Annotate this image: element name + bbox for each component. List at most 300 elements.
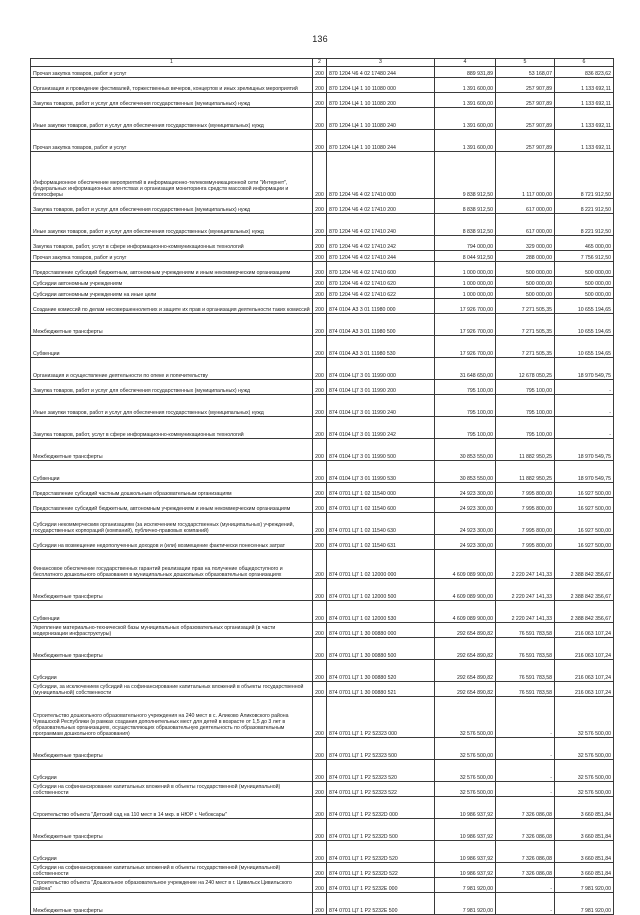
row-name-cell: Межбюджетные трансферты: [31, 819, 313, 841]
row-executed-amount-cell: 288 000,00: [496, 251, 555, 262]
row-name-cell: Прочая закупка товаров, работ и услуг: [31, 251, 313, 262]
row-unexecuted-amount-cell: 7 981 920,00: [555, 878, 614, 893]
row-classification-code-cell: 874 0701 Ц7 1 P2 52323 000: [327, 697, 435, 738]
row-line-code-cell: 200: [313, 199, 327, 214]
row-executed-amount-cell: 257 907,89: [496, 130, 555, 152]
row-executed-amount-cell: 2 220 247 141,33: [496, 579, 555, 601]
column-number: 2: [313, 59, 327, 67]
budget-execution-table: [30, 58, 614, 915]
row-classification-code-cell: 874 0104 А3 3 01 11980 000: [327, 299, 435, 314]
row-line-code-cell: 200: [313, 78, 327, 93]
row-unexecuted-amount-cell: 8 721 912,50: [555, 152, 614, 199]
row-executed-amount-cell: -: [496, 760, 555, 782]
row-unexecuted-amount-cell: 2 388 842 356,67: [555, 550, 614, 579]
row-name-cell: Межбюджетные трансферты: [31, 738, 313, 760]
column-number: 6: [555, 59, 614, 67]
row-line-code-cell: 200: [313, 579, 327, 601]
table-row: [31, 841, 614, 863]
row-name-cell: Строительство объекта "Дошкольное образовательное учреждение на 240 мест в г. Цивильск Цивильского района": [31, 878, 313, 893]
row-line-code-cell: 200: [313, 797, 327, 819]
row-unexecuted-amount-cell: 2 388 842 356,67: [555, 579, 614, 601]
row-approved-amount-cell: 7 981 920,00: [435, 893, 496, 915]
row-executed-amount-cell: 500 000,00: [496, 288, 555, 299]
row-classification-code-cell: 870 1204 Ч6 4 02 17410 620: [327, 277, 435, 288]
table-row: [31, 78, 614, 93]
row-line-code-cell: 200: [313, 893, 327, 915]
row-unexecuted-amount-cell: 836 823,62: [555, 67, 614, 78]
row-classification-code-cell: 874 0701 Ц7 1 02 11540 631: [327, 535, 435, 550]
row-name-cell: Информационное обеспечение мероприятий в информационно-телекоммуникационной сети "Интернет", федеральных информационных агентствах и организация мониторинга средств массовой информации и блогосферы: [31, 152, 313, 199]
row-line-code-cell: 200: [313, 67, 327, 78]
row-classification-code-cell: 870 1204 Ц4 1 10 11080 244: [327, 130, 435, 152]
row-unexecuted-amount-cell: 10 655 194,65: [555, 336, 614, 358]
row-line-code-cell: 200: [313, 682, 327, 697]
row-executed-amount-cell: 7 326 086,08: [496, 797, 555, 819]
row-executed-amount-cell: 329 000,00: [496, 236, 555, 251]
row-line-code-cell: 200: [313, 498, 327, 513]
row-unexecuted-amount-cell: 32 576 500,00: [555, 738, 614, 760]
row-approved-amount-cell: 795 100,00: [435, 380, 496, 395]
row-executed-amount-cell: 76 591 783,58: [496, 660, 555, 682]
row-classification-code-cell: 874 0701 Ц7 1 30 00880 520: [327, 660, 435, 682]
row-line-code-cell: 200: [313, 697, 327, 738]
row-executed-amount-cell: 2 220 247 141,33: [496, 550, 555, 579]
row-line-code-cell: 200: [313, 288, 327, 299]
row-line-code-cell: 200: [313, 461, 327, 483]
row-classification-code-cell: 874 0701 Ц7 1 30 00880 521: [327, 682, 435, 697]
row-executed-amount-cell: -: [496, 697, 555, 738]
row-executed-amount-cell: 7 995 800,00: [496, 535, 555, 550]
row-approved-amount-cell: 32 576 500,00: [435, 697, 496, 738]
row-executed-amount-cell: -: [496, 782, 555, 797]
row-classification-code-cell: 874 0104 Ц7 3 01 11990 530: [327, 461, 435, 483]
table-row: [31, 819, 614, 841]
column-number-row: [31, 59, 614, 67]
row-unexecuted-amount-cell: 1 133 692,11: [555, 108, 614, 130]
row-unexecuted-amount-cell: 216 063 107,24: [555, 623, 614, 638]
table-row: [31, 738, 614, 760]
row-approved-amount-cell: 30 853 550,00: [435, 439, 496, 461]
row-unexecuted-amount-cell: 1 133 692,11: [555, 78, 614, 93]
table-row: [31, 863, 614, 878]
row-executed-amount-cell: -: [496, 878, 555, 893]
table-row: [31, 513, 614, 535]
row-approved-amount-cell: 30 853 550,00: [435, 461, 496, 483]
table-row: [31, 299, 614, 314]
column-number: 3: [327, 59, 435, 67]
row-line-code-cell: 200: [313, 638, 327, 660]
row-approved-amount-cell: 1 000 000,00: [435, 288, 496, 299]
row-line-code-cell: 200: [313, 236, 327, 251]
row-line-code-cell: 200: [313, 483, 327, 498]
row-line-code-cell: 200: [313, 601, 327, 623]
row-approved-amount-cell: 24 923 300,00: [435, 483, 496, 498]
row-line-code-cell: 200: [313, 819, 327, 841]
row-classification-code-cell: 874 0701 Ц7 1 P2 5232E 500: [327, 893, 435, 915]
row-unexecuted-amount-cell: 18 970 549,75: [555, 439, 614, 461]
row-line-code-cell: 200: [313, 513, 327, 535]
row-approved-amount-cell: 31 648 650,00: [435, 358, 496, 380]
row-classification-code-cell: 874 0701 Ц7 1 P2 52323 522: [327, 782, 435, 797]
row-line-code-cell: 200: [313, 760, 327, 782]
row-executed-amount-cell: 7 271 505,35: [496, 299, 555, 314]
row-approved-amount-cell: 889 931,89: [435, 67, 496, 78]
row-line-code-cell: 200: [313, 336, 327, 358]
row-classification-code-cell: 874 0104 А3 3 01 11980 530: [327, 336, 435, 358]
row-classification-code-cell: 874 0701 Ц7 1 P2 5232D 522: [327, 863, 435, 878]
row-approved-amount-cell: 292 654 890,82: [435, 682, 496, 697]
table-row: [31, 878, 614, 893]
row-line-code-cell: 200: [313, 535, 327, 550]
row-name-cell: Создание комиссий по делам несовершеннолетних и защите их прав и организация деятельности таких комиссий: [31, 299, 313, 314]
row-unexecuted-amount-cell: 3 660 851,84: [555, 841, 614, 863]
row-line-code-cell: 200: [313, 251, 327, 262]
row-executed-amount-cell: -: [496, 893, 555, 915]
row-line-code-cell: 200: [313, 380, 327, 395]
row-name-cell: Субвенции: [31, 336, 313, 358]
row-unexecuted-amount-cell: 7 981 920,00: [555, 893, 614, 915]
row-executed-amount-cell: 7 995 800,00: [496, 483, 555, 498]
table-row: [31, 498, 614, 513]
row-unexecuted-amount-cell: 216 063 107,24: [555, 660, 614, 682]
row-approved-amount-cell: 17 926 700,00: [435, 299, 496, 314]
row-name-cell: Субсидии на софинансирование капитальных вложений в объекты государственной (муниципальной) собственности: [31, 782, 313, 797]
row-unexecuted-amount-cell: -: [555, 395, 614, 417]
row-unexecuted-amount-cell: 16 927 500,00: [555, 513, 614, 535]
row-approved-amount-cell: 292 654 890,82: [435, 660, 496, 682]
row-executed-amount-cell: 7 271 505,35: [496, 314, 555, 336]
row-line-code-cell: 200: [313, 439, 327, 461]
row-classification-code-cell: 874 0701 Ц7 1 30 00880 000: [327, 623, 435, 638]
row-approved-amount-cell: 10 986 937,92: [435, 797, 496, 819]
row-line-code-cell: 200: [313, 358, 327, 380]
row-line-code-cell: 200: [313, 841, 327, 863]
row-classification-code-cell: 874 0701 Ц7 1 02 11540 630: [327, 513, 435, 535]
row-approved-amount-cell: 794 000,00: [435, 236, 496, 251]
row-classification-code-cell: 870 1204 Ц4 1 10 11080 200: [327, 93, 435, 108]
row-classification-code-cell: 874 0104 Ц7 3 01 11990 242: [327, 417, 435, 439]
row-executed-amount-cell: 11 882 950,25: [496, 439, 555, 461]
row-executed-amount-cell: 257 907,89: [496, 93, 555, 108]
table-row: [31, 288, 614, 299]
row-name-cell: Закупка товаров, работ и услуг для обеспечения государственных (муниципальных) нужд: [31, 199, 313, 214]
table-row: [31, 358, 614, 380]
row-unexecuted-amount-cell: 32 576 500,00: [555, 697, 614, 738]
row-unexecuted-amount-cell: 2 388 842 356,67: [555, 601, 614, 623]
row-name-cell: Прочая закупка товаров, работ и услуг: [31, 67, 313, 78]
row-approved-amount-cell: 24 923 300,00: [435, 498, 496, 513]
table-row: [31, 199, 614, 214]
table-row: [31, 130, 614, 152]
row-unexecuted-amount-cell: 16 927 500,00: [555, 483, 614, 498]
row-name-cell: Закупка товаров, работ и услуг для обеспечения государственных (муниципальных) нужд: [31, 380, 313, 395]
row-executed-amount-cell: 257 907,89: [496, 108, 555, 130]
row-name-cell: Организация и осуществление деятельности по опеке и попечительству: [31, 358, 313, 380]
row-approved-amount-cell: 8 044 912,50: [435, 251, 496, 262]
row-classification-code-cell: 870 1204 Ч6 4 02 17410 200: [327, 199, 435, 214]
row-line-code-cell: 200: [313, 299, 327, 314]
row-name-cell: Субсидии на возмещение недополученных доходов и (или) возмещение фактически понесенных затрат: [31, 535, 313, 550]
row-executed-amount-cell: 795 100,00: [496, 417, 555, 439]
row-unexecuted-amount-cell: 16 927 500,00: [555, 535, 614, 550]
row-approved-amount-cell: 32 576 500,00: [435, 760, 496, 782]
row-name-cell: Организация и проведение фестивалей, торжественных вечеров, концертов и иных зрелищных мероприятий: [31, 78, 313, 93]
table-row: [31, 697, 614, 738]
row-classification-code-cell: 870 1204 Ч6 4 02 17480 244: [327, 67, 435, 78]
row-executed-amount-cell: 11 882 950,25: [496, 461, 555, 483]
row-line-code-cell: 200: [313, 623, 327, 638]
row-approved-amount-cell: 292 654 890,82: [435, 638, 496, 660]
table-row: [31, 380, 614, 395]
row-executed-amount-cell: 7 326 086,08: [496, 841, 555, 863]
table-row: [31, 108, 614, 130]
row-classification-code-cell: 870 1204 Ч6 4 02 17410 600: [327, 262, 435, 277]
row-line-code-cell: 200: [313, 550, 327, 579]
row-unexecuted-amount-cell: 1 133 692,11: [555, 93, 614, 108]
row-executed-amount-cell: 76 591 783,58: [496, 682, 555, 697]
row-classification-code-cell: 870 1204 Ч6 4 02 17410 000: [327, 152, 435, 199]
row-name-cell: Субсидии некоммерческим организациям (за исключением государственных (муниципальных) учреждений, государственных корпораций (компаний), публично-правовых компаний): [31, 513, 313, 535]
row-classification-code-cell: 874 0104 Ц7 3 01 11990 240: [327, 395, 435, 417]
row-executed-amount-cell: 12 678 050,25: [496, 358, 555, 380]
row-classification-code-cell: 874 0701 Ц7 1 P2 52323 500: [327, 738, 435, 760]
row-name-cell: Прочая закупка товаров, работ и услуг: [31, 130, 313, 152]
row-executed-amount-cell: 795 100,00: [496, 395, 555, 417]
row-unexecuted-amount-cell: -: [555, 380, 614, 395]
table-row: [31, 535, 614, 550]
table-row: [31, 395, 614, 417]
row-classification-code-cell: 874 0701 Ц7 1 P2 5232D 500: [327, 819, 435, 841]
row-name-cell: Межбюджетные трансферты: [31, 314, 313, 336]
table-row: [31, 782, 614, 797]
row-unexecuted-amount-cell: 3 660 851,84: [555, 819, 614, 841]
row-unexecuted-amount-cell: 8 221 912,50: [555, 214, 614, 236]
table-row: [31, 760, 614, 782]
row-name-cell: Субсидии автономным учреждениям на иные цели: [31, 288, 313, 299]
row-approved-amount-cell: 1 000 000,00: [435, 277, 496, 288]
row-classification-code-cell: 874 0701 Ц7 1 02 11540 000: [327, 483, 435, 498]
table-row: [31, 893, 614, 915]
row-approved-amount-cell: 10 986 937,92: [435, 863, 496, 878]
row-executed-amount-cell: 76 591 783,58: [496, 638, 555, 660]
row-line-code-cell: 200: [313, 277, 327, 288]
row-approved-amount-cell: 795 100,00: [435, 417, 496, 439]
row-executed-amount-cell: 617 000,00: [496, 214, 555, 236]
row-approved-amount-cell: 4 609 089 900,00: [435, 601, 496, 623]
table-row: [31, 236, 614, 251]
row-classification-code-cell: 874 0701 Ц7 1 02 12000 000: [327, 550, 435, 579]
row-line-code-cell: 200: [313, 417, 327, 439]
row-unexecuted-amount-cell: 10 655 194,65: [555, 314, 614, 336]
row-approved-amount-cell: 10 986 937,92: [435, 819, 496, 841]
row-name-cell: Субсидии: [31, 660, 313, 682]
table-row: [31, 439, 614, 461]
row-executed-amount-cell: 7 326 086,08: [496, 819, 555, 841]
row-executed-amount-cell: 76 591 783,58: [496, 623, 555, 638]
row-line-code-cell: 200: [313, 314, 327, 336]
row-approved-amount-cell: 7 981 920,00: [435, 878, 496, 893]
row-classification-code-cell: 870 1204 Ч6 4 02 17410 240: [327, 214, 435, 236]
row-name-cell: Межбюджетные трансферты: [31, 893, 313, 915]
row-approved-amount-cell: 4 609 089 900,00: [435, 550, 496, 579]
row-classification-code-cell: 874 0104 Ц7 3 01 11990 000: [327, 358, 435, 380]
row-approved-amount-cell: 32 576 500,00: [435, 782, 496, 797]
row-line-code-cell: 200: [313, 660, 327, 682]
table-row: [31, 277, 614, 288]
row-unexecuted-amount-cell: -: [555, 417, 614, 439]
row-name-cell: Закупка товаров, работ и услуг для обеспечения государственных (муниципальных) нужд: [31, 93, 313, 108]
table-row: [31, 461, 614, 483]
row-name-cell: Иные закупки товаров, работ и услуг для обеспечения государственных (муниципальных) нужд: [31, 108, 313, 130]
row-name-cell: Финансовое обеспечение государственных гарантий реализации прав на получение общедоступного и бесплатного дошкольного образования в муниципальных дошкольных образовательных организациях: [31, 550, 313, 579]
row-classification-code-cell: 874 0104 Ц7 3 01 11990 200: [327, 380, 435, 395]
table-row: [31, 67, 614, 78]
row-classification-code-cell: 870 1204 Ц4 1 10 11080 000: [327, 78, 435, 93]
row-approved-amount-cell: 24 923 300,00: [435, 513, 496, 535]
row-unexecuted-amount-cell: 10 655 194,65: [555, 299, 614, 314]
row-approved-amount-cell: 24 923 300,00: [435, 535, 496, 550]
row-executed-amount-cell: 617 000,00: [496, 199, 555, 214]
row-name-cell: Закупка товаров, работ, услуг в сфере информационно-коммуникационных технологий: [31, 417, 313, 439]
row-classification-code-cell: 874 0701 Ц7 1 P2 5232D 000: [327, 797, 435, 819]
row-classification-code-cell: 870 1204 Ч6 4 02 17410 244: [327, 251, 435, 262]
row-approved-amount-cell: 1 391 600,00: [435, 78, 496, 93]
row-executed-amount-cell: 7 995 800,00: [496, 513, 555, 535]
row-line-code-cell: 200: [313, 738, 327, 760]
row-name-cell: Межбюджетные трансферты: [31, 439, 313, 461]
row-classification-code-cell: 874 0701 Ц7 1 02 11540 600: [327, 498, 435, 513]
row-unexecuted-amount-cell: 1 133 692,11: [555, 130, 614, 152]
row-executed-amount-cell: 500 000,00: [496, 277, 555, 288]
row-approved-amount-cell: 17 926 700,00: [435, 314, 496, 336]
row-classification-code-cell: 874 0104 Ц7 3 01 11990 500: [327, 439, 435, 461]
row-approved-amount-cell: 1 000 000,00: [435, 262, 496, 277]
row-classification-code-cell: 874 0701 Ц7 1 P2 5232E 000: [327, 878, 435, 893]
table-row: [31, 336, 614, 358]
table-row: [31, 623, 614, 638]
row-name-cell: Субсидии автономным учреждениям: [31, 277, 313, 288]
row-executed-amount-cell: 1 117 000,00: [496, 152, 555, 199]
row-classification-code-cell: 874 0701 Ц7 1 P2 5232D 520: [327, 841, 435, 863]
row-unexecuted-amount-cell: 18 970 549,75: [555, 358, 614, 380]
row-unexecuted-amount-cell: 465 000,00: [555, 236, 614, 251]
row-name-cell: Иные закупки товаров, работ и услуг для обеспечения государственных (муниципальных) нужд: [31, 214, 313, 236]
row-line-code-cell: 200: [313, 262, 327, 277]
row-executed-amount-cell: 500 000,00: [496, 262, 555, 277]
row-approved-amount-cell: 17 926 700,00: [435, 336, 496, 358]
row-approved-amount-cell: 8 838 912,50: [435, 214, 496, 236]
row-name-cell: Субсидии: [31, 760, 313, 782]
row-name-cell: Предоставление субсидий бюджетным, автономным учреждениям и иным некоммерческим организациям: [31, 498, 313, 513]
table-row: [31, 214, 614, 236]
row-line-code-cell: 200: [313, 214, 327, 236]
row-classification-code-cell: 874 0701 Ц7 1 02 12000 530: [327, 601, 435, 623]
row-unexecuted-amount-cell: 3 660 851,84: [555, 863, 614, 878]
row-line-code-cell: 200: [313, 93, 327, 108]
row-unexecuted-amount-cell: 16 927 500,00: [555, 498, 614, 513]
row-executed-amount-cell: 2 220 247 141,33: [496, 601, 555, 623]
table-row: [31, 251, 614, 262]
row-classification-code-cell: 870 1204 Ц4 1 10 11080 240: [327, 108, 435, 130]
row-unexecuted-amount-cell: 500 000,00: [555, 277, 614, 288]
row-classification-code-cell: 874 0104 А3 3 01 11980 500: [327, 314, 435, 336]
page-number: 136: [312, 34, 328, 44]
row-line-code-cell: 200: [313, 152, 327, 199]
row-unexecuted-amount-cell: 8 221 912,50: [555, 199, 614, 214]
row-name-cell: Субвенции: [31, 461, 313, 483]
row-approved-amount-cell: 1 391 600,00: [435, 130, 496, 152]
row-line-code-cell: 200: [313, 782, 327, 797]
row-line-code-cell: 200: [313, 108, 327, 130]
table-row: [31, 797, 614, 819]
row-approved-amount-cell: 10 986 937,92: [435, 841, 496, 863]
row-classification-code-cell: 874 0701 Ц7 1 02 12000 500: [327, 579, 435, 601]
table-row: [31, 550, 614, 579]
row-unexecuted-amount-cell: 3 660 851,84: [555, 797, 614, 819]
row-approved-amount-cell: 1 391 600,00: [435, 108, 496, 130]
row-approved-amount-cell: 292 654 890,82: [435, 623, 496, 638]
row-name-cell: Межбюджетные трансферты: [31, 579, 313, 601]
row-name-cell: Укрепление материально-технической базы муниципальных образовательных организаций (в части модернизации инфраструктуры): [31, 623, 313, 638]
row-name-cell: Межбюджетные трансферты: [31, 638, 313, 660]
row-executed-amount-cell: 53 168,07: [496, 67, 555, 78]
row-approved-amount-cell: 32 576 500,00: [435, 738, 496, 760]
row-unexecuted-amount-cell: 32 576 500,00: [555, 782, 614, 797]
table-row: [31, 483, 614, 498]
row-line-code-cell: 200: [313, 130, 327, 152]
column-number: 4: [435, 59, 496, 67]
column-number: 1: [31, 59, 313, 67]
row-unexecuted-amount-cell: 500 000,00: [555, 262, 614, 277]
table-row: [31, 152, 614, 199]
row-classification-code-cell: 870 1204 Ч6 4 02 17410 242: [327, 236, 435, 251]
row-name-cell: Субвенции: [31, 601, 313, 623]
row-executed-amount-cell: 7 326 086,08: [496, 863, 555, 878]
table-row: [31, 262, 614, 277]
row-line-code-cell: 200: [313, 395, 327, 417]
row-name-cell: Предоставление субсидий бюджетным, автономным учреждениям и иным некоммерческим организациям: [31, 262, 313, 277]
row-name-cell: Иные закупки товаров, работ и услуг для обеспечения государственных (муниципальных) нужд: [31, 395, 313, 417]
row-executed-amount-cell: 7 271 505,35: [496, 336, 555, 358]
row-unexecuted-amount-cell: 32 576 500,00: [555, 760, 614, 782]
row-executed-amount-cell: -: [496, 738, 555, 760]
row-name-cell: Закупка товаров, работ, услуг в сфере информационно-коммуникационных технологий: [31, 236, 313, 251]
row-classification-code-cell: 874 0701 Ц7 1 P2 52323 520: [327, 760, 435, 782]
column-number: 5: [496, 59, 555, 67]
row-approved-amount-cell: 8 838 912,50: [435, 199, 496, 214]
table-row: [31, 314, 614, 336]
row-name-cell: Субсидии на софинансирование капитальных вложений в объекты государственной (муниципальной) собственности: [31, 863, 313, 878]
row-unexecuted-amount-cell: 500 000,00: [555, 288, 614, 299]
table-row: [31, 601, 614, 623]
table-row: [31, 638, 614, 660]
row-line-code-cell: 200: [313, 878, 327, 893]
row-unexecuted-amount-cell: 216 063 107,24: [555, 638, 614, 660]
table-row: [31, 682, 614, 697]
row-approved-amount-cell: 9 838 912,50: [435, 152, 496, 199]
row-approved-amount-cell: 1 391 600,00: [435, 93, 496, 108]
row-unexecuted-amount-cell: 216 063 107,24: [555, 682, 614, 697]
table-row: [31, 417, 614, 439]
table-row: [31, 660, 614, 682]
row-name-cell: Строительство дошкольного образовательного учреждения на 240 мест в с. Аликово Аликовского района Чувашской Республики (в рамках создания дополнительных мест для детей в возрасте от 1,5 до 3 лет в образовательных организациях, осуществляющих образовательную деятельность по образовательным программам дошкольного образования): [31, 697, 313, 738]
row-unexecuted-amount-cell: 7 756 912,50: [555, 251, 614, 262]
row-classification-code-cell: 874 0701 Ц7 1 30 00880 500: [327, 638, 435, 660]
row-unexecuted-amount-cell: 18 970 549,75: [555, 461, 614, 483]
table-row: [31, 579, 614, 601]
row-name-cell: Строительство объекта "Детский сад на 110 мест в 14 мкр. в НЮР г. Чебоксары": [31, 797, 313, 819]
row-executed-amount-cell: 795 100,00: [496, 380, 555, 395]
